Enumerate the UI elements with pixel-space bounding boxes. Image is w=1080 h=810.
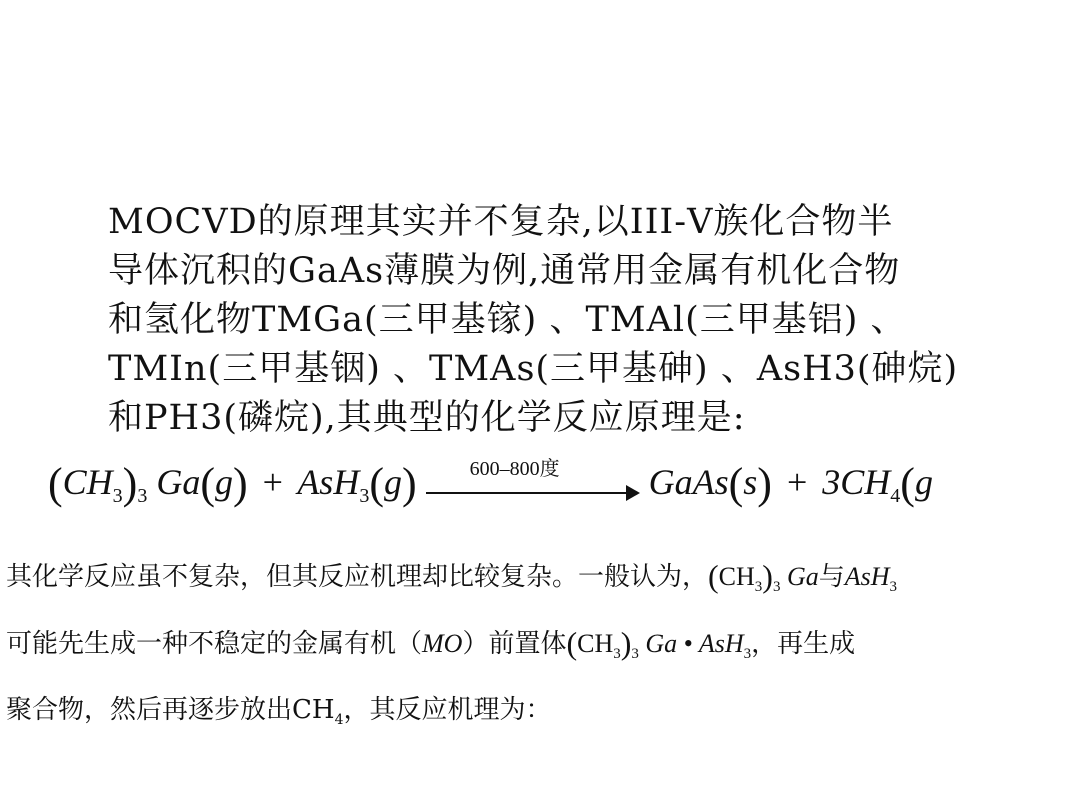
intro-paragraph xyxy=(108,198,1038,443)
subscript: 3 xyxy=(137,485,148,508)
subscript: 3 xyxy=(754,579,763,596)
paren: ( xyxy=(48,459,63,508)
intro-line: 和PH3(磷烷),其典型的化学反应原理是: xyxy=(108,398,746,438)
arrow-head-icon xyxy=(626,485,640,501)
formula-ch4: CH xyxy=(292,695,335,726)
formula-ch4: 3CH xyxy=(822,462,891,502)
formula-ga: Ga xyxy=(645,629,678,659)
state-gas: g xyxy=(383,462,402,502)
subscript: 3 xyxy=(772,579,781,596)
state-solid: s xyxy=(743,462,758,502)
body-text: ）前置体 xyxy=(462,629,567,660)
subscript: 3 xyxy=(743,646,752,663)
paren: ( xyxy=(369,459,384,508)
arrow-line xyxy=(426,492,630,494)
intro-line: 和氢化物TMGa(三甲基镓) 、TMAl(三甲基铝) 、 xyxy=(108,300,907,340)
subscript: 4 xyxy=(334,712,344,729)
body-text: ，再生成 xyxy=(751,629,856,660)
reaction-condition: 600–800度 xyxy=(469,458,560,480)
formula-ga: Ga xyxy=(786,562,819,591)
formula-ash: AsH xyxy=(698,629,744,659)
formula: $(CH_3)_3$ Ga xyxy=(708,558,819,596)
intro-line: 导体沉积的GaAs薄膜为例,通常用金属有机化合物 xyxy=(108,251,901,291)
formula-ga: Ga xyxy=(156,462,201,502)
formula-ch: CH xyxy=(577,629,614,659)
paren: ( xyxy=(728,459,744,508)
mechanism-paragraph xyxy=(6,548,1076,749)
body-text: ，其反应机理为： xyxy=(343,695,552,726)
body-text: 聚合物，然后再逐步放出 xyxy=(6,695,293,726)
paren: ( xyxy=(200,459,215,508)
formula-ch: CH xyxy=(718,562,755,591)
body-line xyxy=(6,682,1076,748)
intro-line: TMIn(三甲基铟) 、TMAs(三甲基砷) 、AsH3(砷烷) xyxy=(108,349,959,389)
formula-gaas: GaAs xyxy=(648,462,729,502)
plus-sign: + xyxy=(262,462,283,502)
intro-line: MOCVD的原理其实并不复杂,以III-Ⅴ族化合物半 xyxy=(108,202,894,242)
paren: ) xyxy=(122,459,138,508)
formula-ch: CH xyxy=(62,462,113,502)
subscript: 3 xyxy=(613,646,621,663)
formula-ash: AsH xyxy=(844,562,890,591)
subscript: 3 xyxy=(359,485,370,508)
formula: $(CH_3)_3$ Ga • AsH$_3$ xyxy=(566,625,752,663)
bullet-dot: • xyxy=(683,629,693,659)
subscript: 3 xyxy=(889,579,898,596)
subscript: 3 xyxy=(631,646,639,663)
plus-sign: + xyxy=(786,462,808,502)
body-text: 其化学反应虽不复杂，但其反应机理却比较复杂。一般认为， xyxy=(6,562,709,592)
state-gas: g xyxy=(214,462,233,502)
paren: ( xyxy=(900,459,915,508)
reaction-arrow xyxy=(426,458,640,506)
state-gas: g xyxy=(914,462,933,502)
body-text: 与 xyxy=(818,562,845,592)
body-line xyxy=(6,548,1076,615)
body-line xyxy=(6,615,1076,682)
formula-ash: AsH xyxy=(297,462,360,502)
paren: ) xyxy=(757,459,772,508)
subscript: 3 xyxy=(112,485,123,508)
formula-mo: MO xyxy=(422,629,463,659)
reaction-equation xyxy=(48,458,1080,528)
body-text: 可能先生成一种不稳定的金属有机（ xyxy=(6,629,423,660)
paren: ) xyxy=(401,459,417,508)
paren: ) xyxy=(232,459,248,508)
formula xyxy=(844,562,898,596)
subscript: 4 xyxy=(890,485,901,508)
